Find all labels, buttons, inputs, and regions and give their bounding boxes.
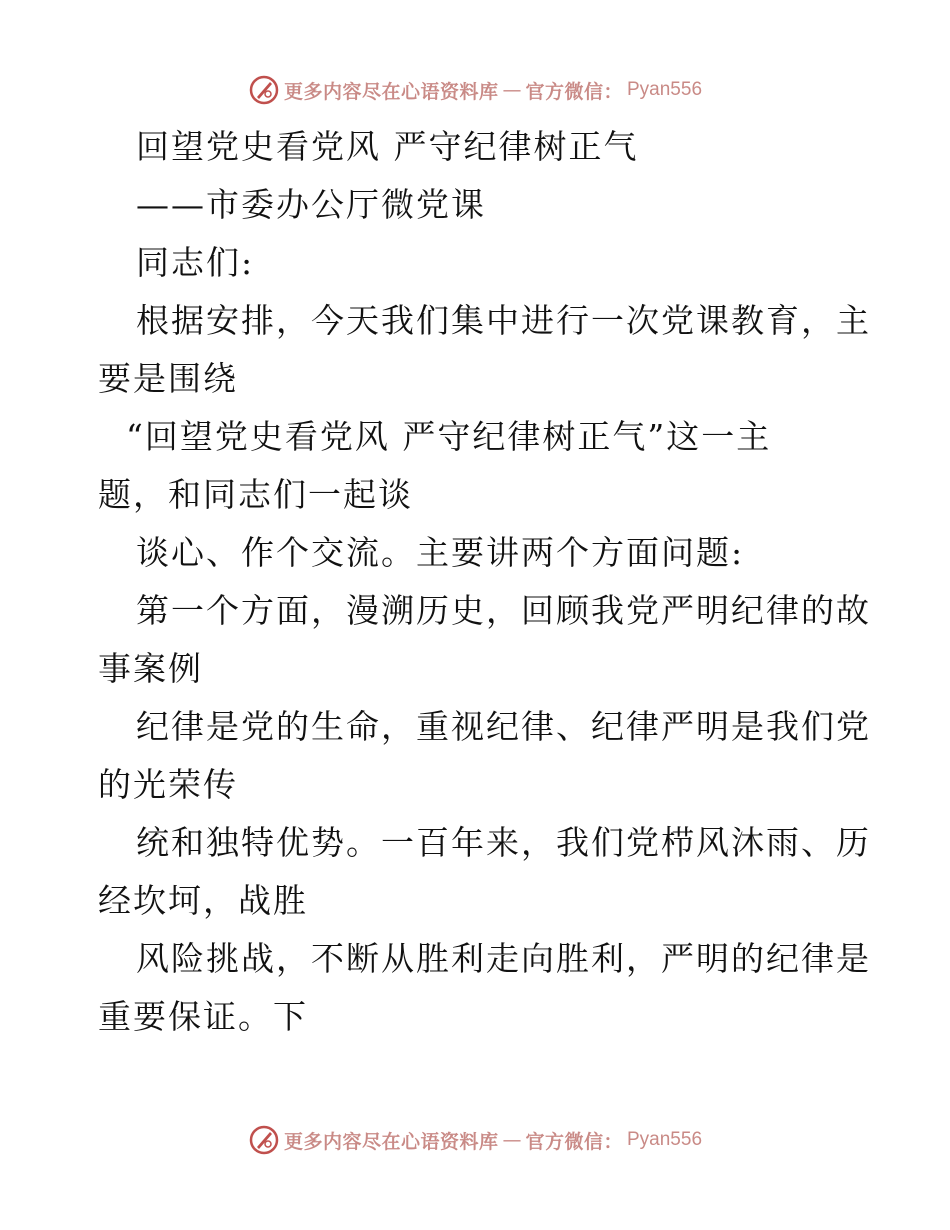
body-line: 重要保证。下	[98, 997, 308, 1036]
watermark-text: 更多内容尽在心语资料库	[283, 1130, 499, 1153]
body-line: 要是围绕	[98, 359, 238, 398]
body-line: “回望党史看党风 严守纪律树正气”这一主	[126, 417, 772, 456]
document-body	[98, 118, 871, 1046]
quill-seal-logo-icon	[248, 1124, 280, 1156]
watermark-wechat-id: Pyan556	[627, 79, 703, 100]
header-watermark	[0, 70, 950, 110]
quill-seal-logo-icon	[248, 74, 280, 106]
document-subtitle: ——市委办公厅微党课	[136, 185, 486, 224]
body-line: 纪律是党的生命，重视纪律、纪律严明是我们党	[136, 707, 871, 746]
body-line: 根据安排，今天我们集中进行一次党课教育，主	[136, 301, 871, 340]
body-line: 风险挑战，不断从胜利走向胜利，严明的纪律是	[136, 939, 871, 978]
body-line: 统和独特优势。一百年来，我们党栉风沐雨、历	[136, 823, 871, 862]
body-line: 的光荣传	[98, 765, 238, 804]
section-heading: 事案例	[98, 649, 203, 688]
watermark-wechat-id: Pyan556	[627, 1129, 703, 1150]
watermark-wechat-label: 官方微信：	[525, 1130, 623, 1153]
body-line: 题，和同志们一起谈	[98, 475, 413, 514]
document-title: 回望党史看党风 严守纪律树正气	[136, 127, 639, 166]
body-line: 谈心、作个交流。主要讲两个方面问题:	[136, 533, 745, 572]
section-heading: 第一个方面，漫溯历史，回顾我党严明纪律的故	[136, 591, 871, 630]
watermark-dash: —	[502, 1129, 522, 1151]
salutation: 同志们:	[136, 243, 255, 282]
watermark-dash: —	[502, 79, 522, 101]
body-line: 经坎坷，战胜	[98, 881, 308, 920]
watermark-wechat-label: 官方微信：	[525, 80, 623, 103]
watermark-text: 更多内容尽在心语资料库	[283, 80, 499, 103]
footer-watermark	[0, 1120, 950, 1160]
